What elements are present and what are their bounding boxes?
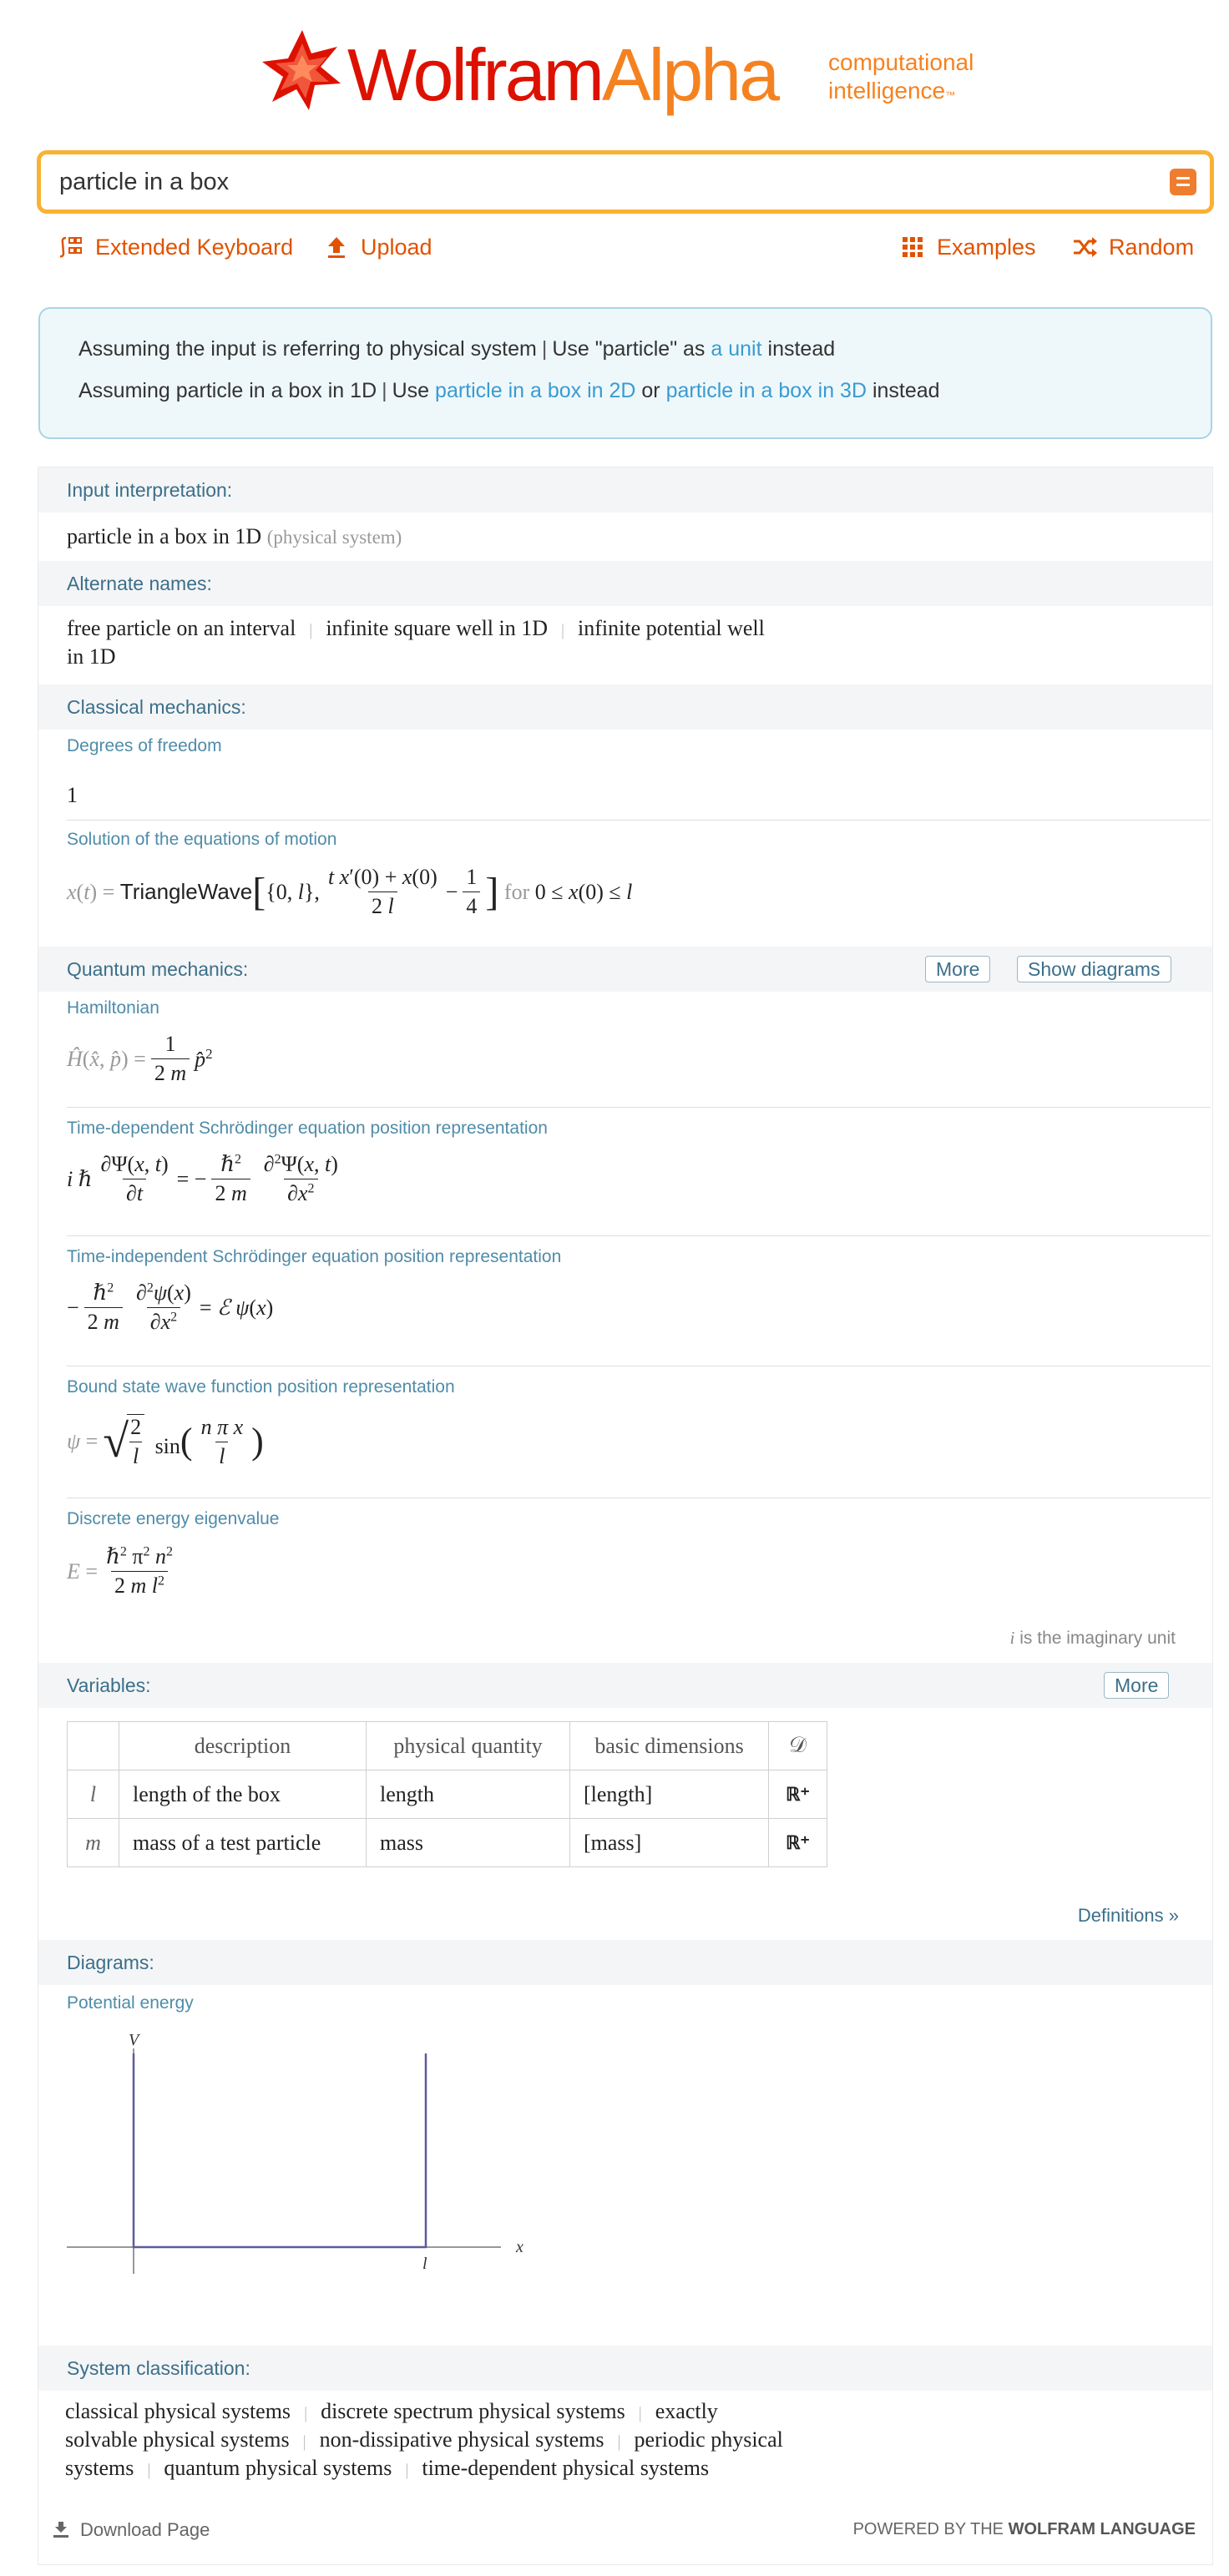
powered-by[interactable]: [853, 2520, 1196, 2539]
pod-title: System classification:: [67, 2357, 250, 2379]
table-header-cell: 𝒟: [769, 1722, 827, 1770]
grid-dots-icon: [900, 235, 925, 260]
table-header-row: [68, 1722, 827, 1770]
variable-symbol: m: [68, 1819, 119, 1867]
upload-label: Upload: [361, 234, 432, 260]
potential-energy-plot: [67, 2032, 534, 2274]
tagline-tm: ™: [945, 89, 956, 101]
assumption-2-text: Assuming particle in a box in 1D: [78, 379, 377, 402]
extended-keyboard-label: Extended Keyboard: [95, 234, 294, 260]
logo-wolfram: Wolfram: [347, 33, 602, 116]
download-icon: [52, 2521, 70, 2539]
download-page-button[interactable]: [52, 2519, 210, 2541]
box-3d-link[interactable]: particle in a box in 3D: [665, 379, 867, 402]
alternate-name: free particle on an interval: [67, 616, 296, 640]
alternate-name: infinite square well in 1D: [326, 616, 549, 640]
hamiltonian-formula: Ĥ(x̂, p̂) = $\frac{1}{2 m}$ p̂$^2$: [67, 1032, 213, 1085]
classification-item: periodic physical: [634, 2427, 783, 2452]
variables-table: [67, 1721, 827, 1867]
assumption-2-use: Use: [392, 379, 430, 402]
table-row: [68, 1819, 827, 1867]
powered-brand: WOLFRAM LANGUAGE: [1008, 2520, 1196, 2538]
random-button[interactable]: [1072, 230, 1194, 264]
variable-description: length of the box: [119, 1770, 367, 1819]
assumption-2-instead: instead: [872, 379, 940, 402]
results-card: [38, 467, 1212, 2564]
bound-state-label: Bound state wave function position representation: [67, 1377, 455, 1397]
quantum-mechanics-header: [38, 947, 1212, 992]
classification-item: exactly: [655, 2399, 718, 2423]
classification-item: solvable physical systems: [65, 2427, 290, 2452]
box-2d-link[interactable]: particle in a box in 2D: [435, 379, 636, 402]
table-header-cell: basic dimensions: [570, 1722, 769, 1770]
assumptions-panel: [38, 307, 1212, 439]
potential-well-curve: [134, 2053, 426, 2247]
examples-label: Examples: [937, 234, 1036, 260]
degrees-of-freedom-label: Degrees of freedom: [67, 736, 222, 755]
more-button[interactable]: More: [1104, 1672, 1169, 1699]
assumption-1-text: Assuming the input is referring to physical system: [78, 337, 537, 361]
table-row: [68, 1770, 827, 1819]
variables-header: [38, 1663, 1212, 1708]
pod-title: Classical mechanics:: [67, 696, 246, 718]
wolfram-spikey-icon: [260, 27, 344, 114]
pod-title: Input interpretation:: [67, 479, 233, 501]
potential-energy-label: Potential energy: [67, 1993, 194, 2013]
logo-wordmark: [347, 33, 777, 117]
hamiltonian-label: Hamiltonian: [67, 998, 159, 1018]
alternate-names-list: free particle on an interval | infinite square well in 1D | infinite potential well: [67, 616, 765, 640]
examples-button[interactable]: [900, 230, 1036, 264]
tdse-formula: i ℏ $\frac{\partial\Psi(x, t)}{\partial t}$ = − $\frac{\hbar^2}{2 m}$ $\frac{\partial^2\Psi(x, t)}{\partial x^2}$: [67, 1152, 338, 1205]
variable-dimensions: [length]: [570, 1770, 769, 1819]
download-label: Download Page: [80, 2519, 210, 2540]
diagrams-header: [38, 1940, 1212, 1985]
equation-of-motion-formula: x(t) = TriangleWave [ {0, l}, $\frac{\text{t x′(0) + x(0)}}{2 l}$ − $\frac{1}{4}$ ] for 0 ≤ x(0) ≤ l: [67, 865, 633, 918]
keyboard-math-icon: [58, 235, 83, 260]
system-classification-header: [38, 2346, 1212, 2391]
tagline-line1: computational: [828, 49, 974, 75]
pod-title: Alternate names:: [67, 573, 212, 594]
classical-mechanics-header: [38, 684, 1212, 730]
equations-of-motion-label: Solution of the equations of motion: [67, 830, 337, 849]
alternate-names-header: [38, 561, 1212, 606]
wave-function-formula: ψ = √ $\frac{2}{l}$ sin( $\frac{\text{n π x}}{l}$ ): [67, 1414, 264, 1468]
unit-link[interactable]: a unit: [711, 337, 762, 361]
imaginary-unit-note: i is the imaginary unit: [1009, 1628, 1176, 1648]
divider: [67, 820, 1211, 821]
extended-keyboard-button[interactable]: [58, 230, 293, 264]
pod-title: Diagrams:: [67, 1952, 154, 1973]
upload-icon: [324, 235, 349, 260]
show-diagrams-button[interactable]: Show diagrams: [1017, 956, 1171, 982]
upload-button[interactable]: [324, 230, 432, 264]
interpretation-qualifier: (physical system): [266, 527, 402, 548]
tdse-label: Time-dependent Schrödinger equation position representation: [67, 1119, 548, 1138]
variable-description: mass of a test particle: [119, 1819, 367, 1867]
table-header-cell: description: [119, 1722, 367, 1770]
tise-label: Time-independent Schrödinger equation position representation: [67, 1247, 562, 1266]
alternate-name: infinite potential well: [578, 616, 765, 640]
classification-line: systems | quantum physical systems | time-dependent physical systems: [65, 2456, 710, 2480]
input-interpretation-header: [38, 467, 1212, 513]
variable-quantity: mass: [367, 1819, 570, 1867]
more-button[interactable]: More: [925, 956, 990, 982]
axis-label-x: x: [516, 2238, 523, 2256]
powered-prefix: POWERED BY THE: [852, 2520, 1004, 2538]
tick-label-l: l: [422, 2255, 427, 2273]
divider: [67, 1107, 1211, 1108]
classification-item: time-dependent physical systems: [422, 2456, 710, 2480]
classification-item: quantum physical systems: [164, 2456, 392, 2480]
classification-line: solvable physical systems | non-dissipative physical systems | periodic physical: [65, 2427, 783, 2452]
assumption-2-or: or: [641, 379, 660, 402]
random-label: Random: [1109, 234, 1195, 260]
pod-title: Variables:: [67, 1674, 151, 1696]
tagline-line2: intelligence: [828, 78, 946, 104]
assumption-1-use: Use "particle" as: [552, 337, 706, 361]
variable-domain: ℝ⁺: [769, 1819, 827, 1867]
variable-symbol: l: [68, 1770, 119, 1819]
alternate-name-continued: in 1D: [67, 644, 116, 669]
classification-item: classical physical systems: [65, 2399, 291, 2423]
pod-title: Quantum mechanics:: [67, 958, 249, 980]
degrees-of-freedom-value: 1: [67, 783, 78, 807]
table-header-cell: [68, 1722, 119, 1770]
input-interpretation-value: [67, 524, 402, 549]
classification-item: systems: [65, 2456, 134, 2480]
assumption-line-2: Assuming particle in a box in 1D | Use particle in a box in 2D or particle in a box in 3D instead: [78, 379, 940, 402]
compute-icon[interactable]: [1170, 169, 1196, 195]
assumption-1-instead: instead: [767, 337, 836, 361]
variable-domain: ℝ⁺: [769, 1770, 827, 1819]
assumption-line-1: Assuming the input is referring to physical system | Use "particle" as a unit instead: [78, 337, 836, 361]
tise-formula: − $\frac{\hbar^2}{2 m}$ $\frac{\partial^2\psi(x)}{\partial x^2}$ = ℰ ψ(x): [67, 1280, 274, 1334]
footnote-text: is the imaginary unit: [1019, 1629, 1176, 1648]
logo-tagline: [828, 48, 974, 109]
variable-quantity: length: [367, 1770, 570, 1819]
search-box[interactable]: [37, 150, 1214, 214]
search-input[interactable]: [59, 154, 1145, 210]
table-header-cell: physical quantity: [367, 1722, 570, 1770]
axis-label-v: V: [129, 2032, 139, 2049]
interpretation-text: particle in a box in 1D: [67, 524, 262, 548]
shuffle-icon: [1072, 235, 1097, 260]
energy-eigenvalue-label: Discrete energy eigenvalue: [67, 1509, 280, 1528]
variable-dimensions: [mass]: [570, 1819, 769, 1867]
wolfram-alpha-logo[interactable]: [260, 27, 995, 117]
divider: [67, 1235, 1211, 1236]
classification-item: non-dissipative physical systems: [319, 2427, 604, 2452]
definitions-link[interactable]: Definitions »: [1077, 1905, 1179, 1926]
classification-item: discrete spectrum physical systems: [321, 2399, 625, 2423]
classification-line: classical physical systems | discrete spectrum physical systems | exactly: [65, 2399, 718, 2423]
energy-eigenvalue-formula: E = $\frac{\hbar^2 \pi^2 n^2}{2 m l^2}$: [67, 1544, 173, 1598]
logo-alpha: Alpha: [601, 33, 778, 116]
